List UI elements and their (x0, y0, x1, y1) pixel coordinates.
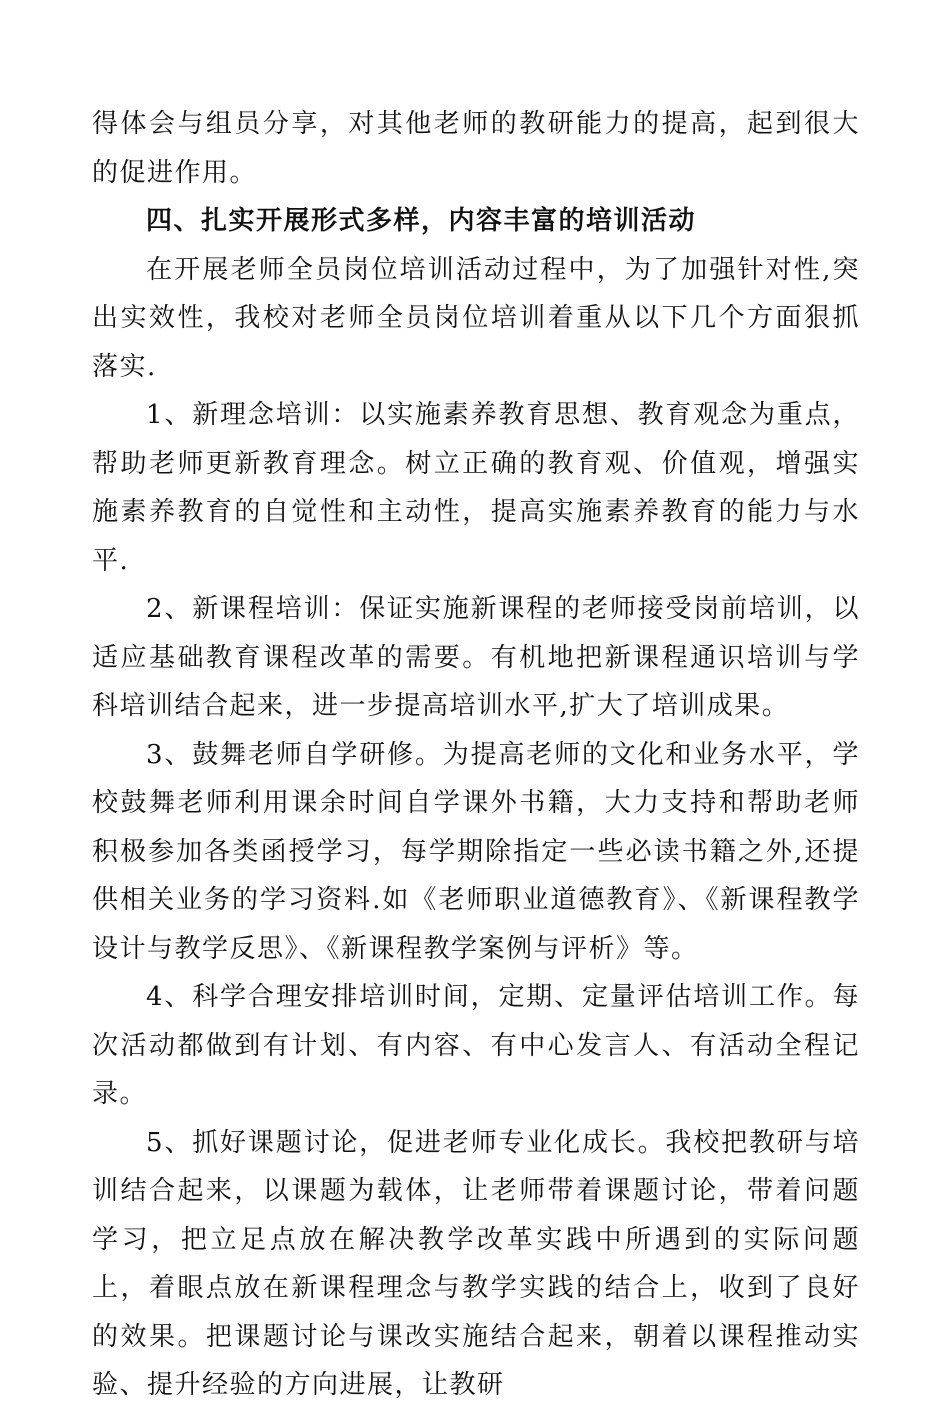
paragraph-item-2: 2、新课程培训：保证实施新课程的老师接受岗前培训，以适应基础教育课程改革的需要。有机地把新课程通识培训与学科培训结合起来，进一步提高培训水平,扩大了培训成果。 (92, 594, 860, 721)
paragraph-continuation: 得体会与组员分享，对其他老师的教研能力的提高，起到很大的促进作用。 (92, 109, 860, 188)
paragraph-intro: 在开展老师全员岗位培训活动过程中，为了加强针对性,突出实效性，我校对老师全员岗位培训着重从以下几个方面狠抓落实. (92, 254, 860, 382)
document-page (92, 100, 860, 1410)
paragraph-item-1: 1、新理念培训：以实施素养教育思想、教育观念为重点，帮助老师更新教育理念。树立正确的教育观、价值观，增强实施素养教育的自觉性和主动性，提高实施素养教育的能力与水平. (92, 400, 860, 576)
paragraph-item-4: 4、科学合理安排培训时间，定期、定量评估培训工作。每次活动都做到有计划、有内容、有中心发言人、有活动全程记录。 (92, 982, 860, 1109)
paragraph-item-5: 5、抓好课题讨论，促进老师专业化成长。我校把教研与培训结合起来，以课题为载体，让老师带着课题讨论，带着问题学习，把立足点放在解决教学改革实践中所遇到的实际问题上，着眼点放在新课程理念与教学实践的结合上，收到了良好的效果。把课题讨论与课改实施结合起来，朝着以课程推动实验、提升经验的方向进展，让教研 (92, 1127, 860, 1400)
section-heading-4: 四、扎实开展形式多样，内容丰富的培训活动 (146, 206, 697, 236)
paragraph-item-3: 3、鼓舞老师自学研修。为提高老师的文化和业务水平，学校鼓舞老师利用课余时间自学课外书籍，大力支持和帮助老师积极参加各类函授学习，每学期除指定一些必读书籍之外,还提供相关业务的学习资料.如《老师职业道德教育》、《新课程教学设计与教学反思》、《新课程教学案例与评析》等。 (92, 739, 860, 964)
